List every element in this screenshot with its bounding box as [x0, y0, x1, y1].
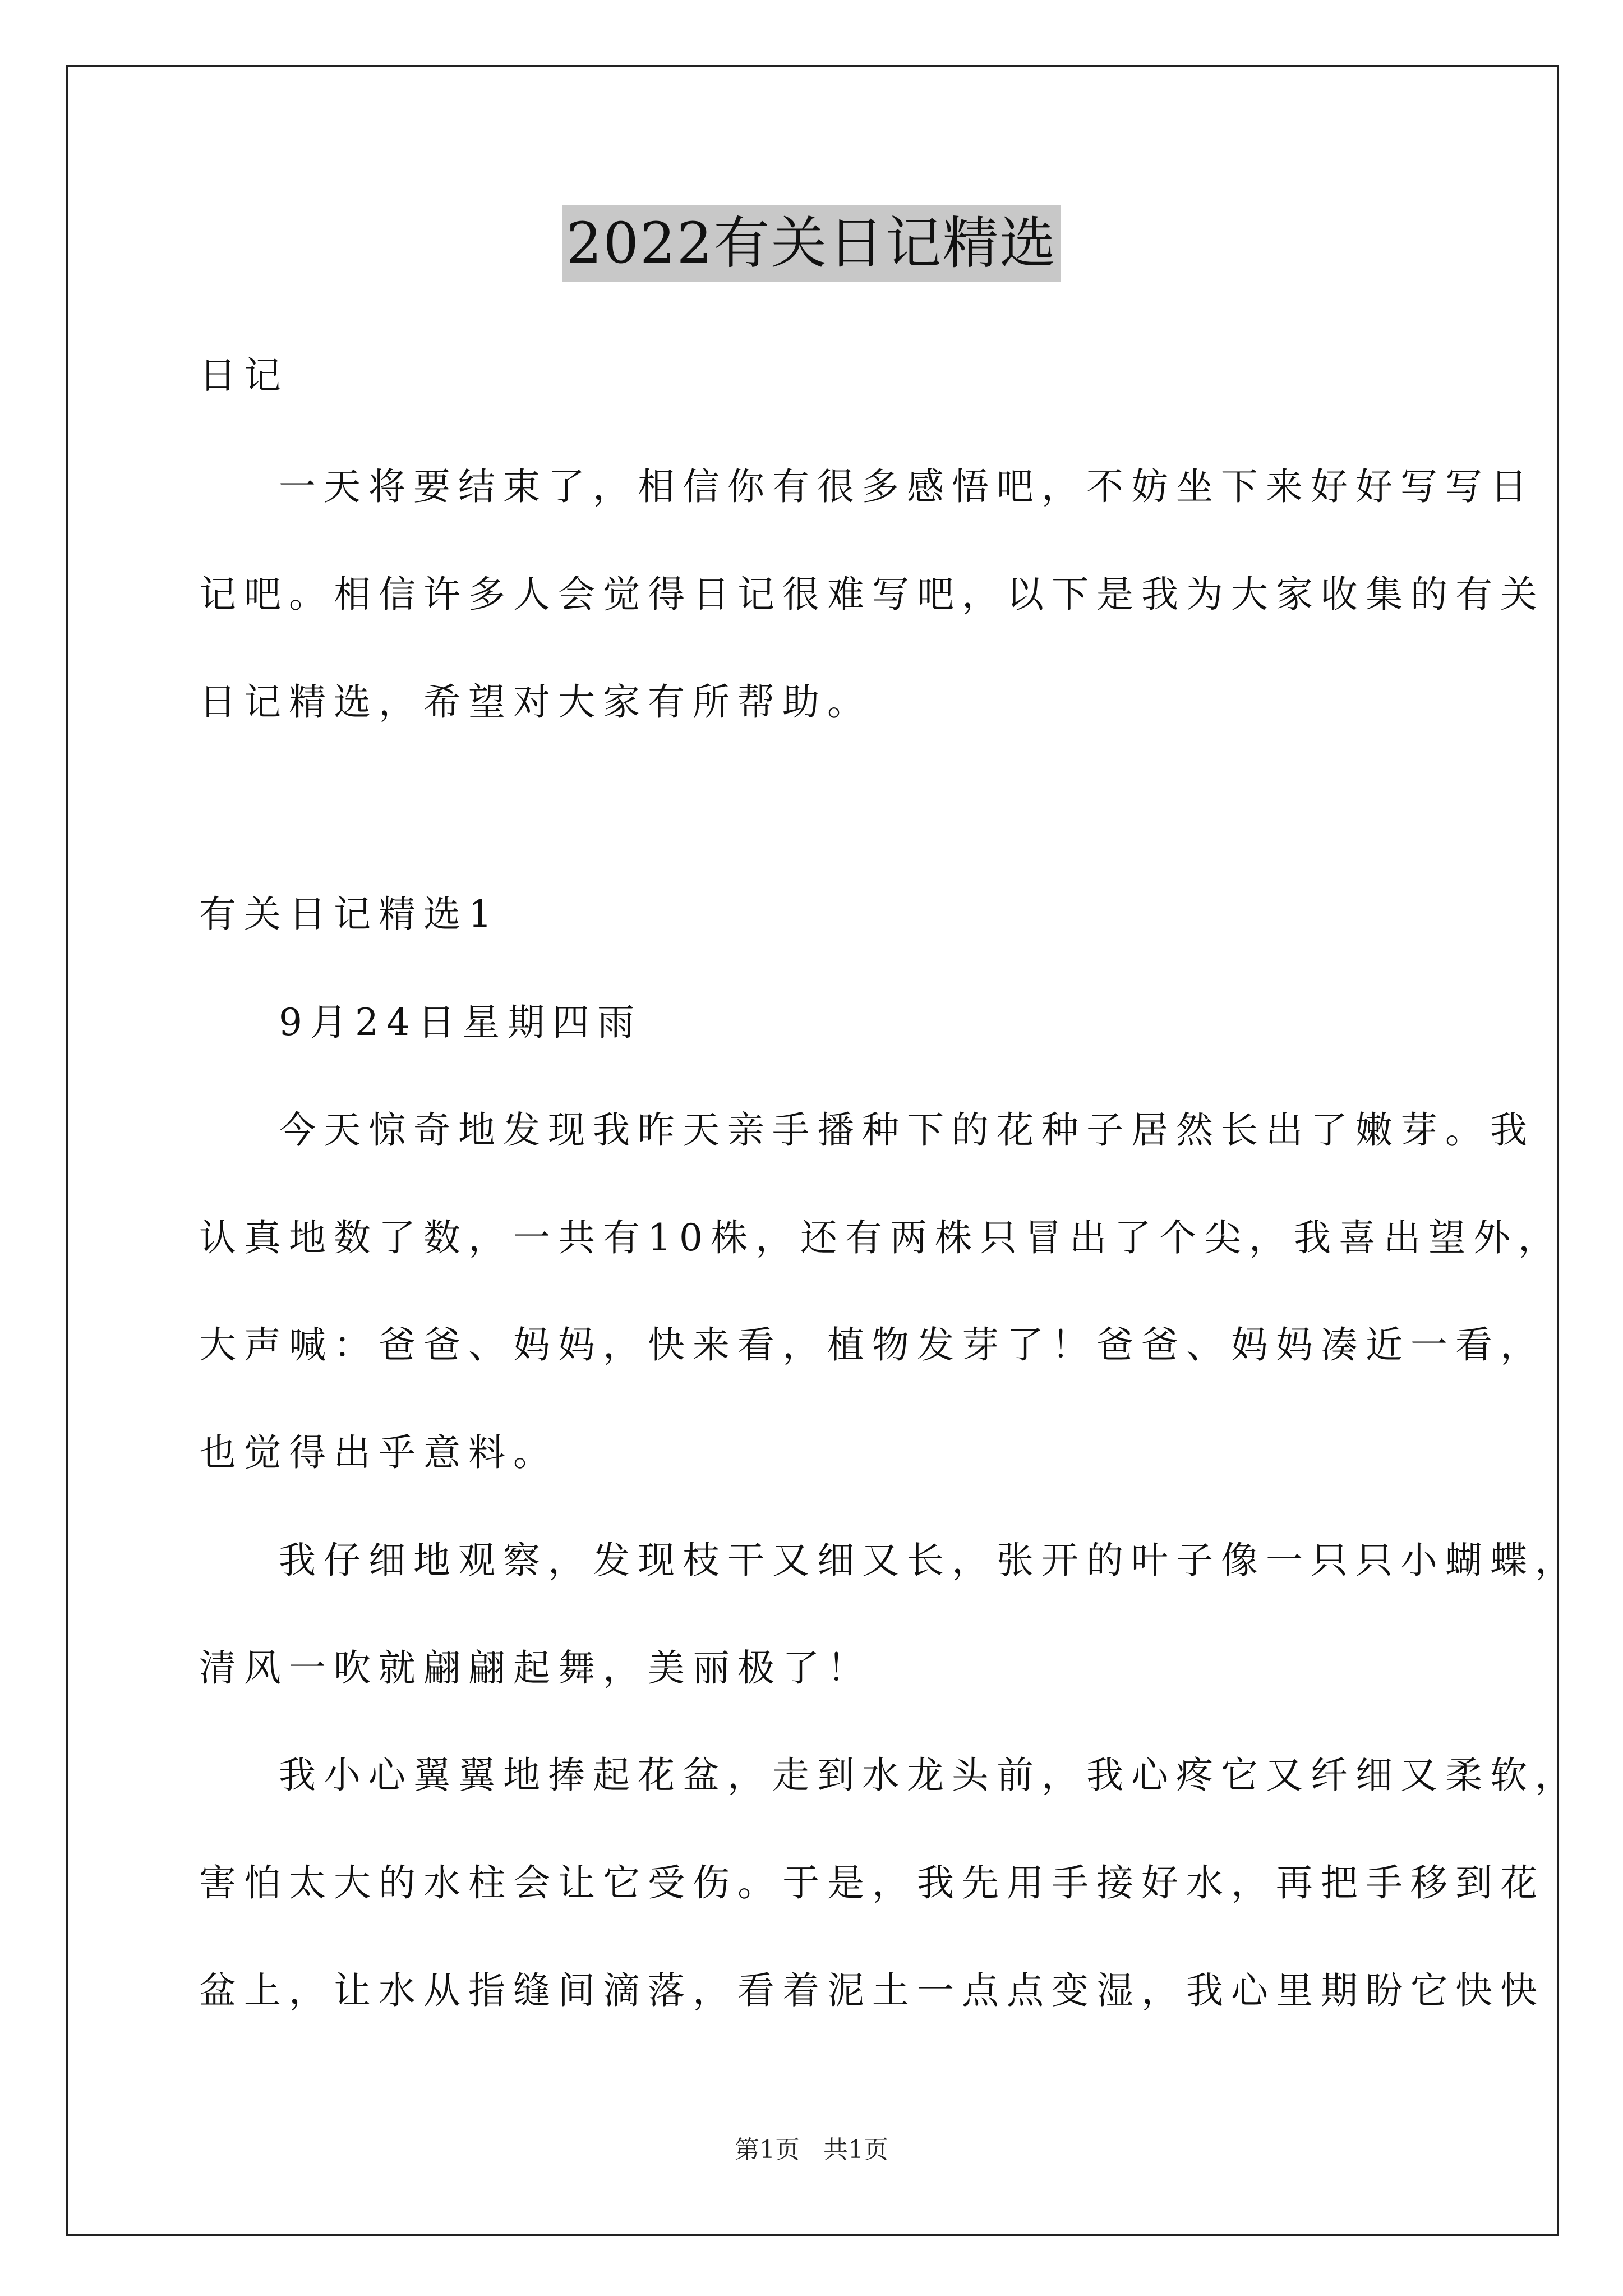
paragraph-line: 清风一吹就翩翩起舞，美丽极了！ [199, 1646, 872, 1690]
document-title: 2022有关日记精选 [562, 205, 1062, 282]
page-number-current: 第1页 [735, 2136, 800, 2164]
paragraph-line: 我仔细地观察，发现枝干又细又长，张开的叶子像一只只小蝴蝶， [279, 1539, 1580, 1582]
paragraph-line: 盆上，让水从指缝间滴落，看着泥土一点点变湿，我心里期盼它快快 [199, 1969, 1545, 2012]
page-number-total: 共1页 [823, 2136, 888, 2164]
intro-line: 记吧。相信许多人会觉得日记很难写吧，以下是我为大家收集的有关 [199, 573, 1545, 616]
paragraph-line: 大声喊：爸爸、妈妈，快来看，植物发芽了！爸爸、妈妈凑近一看， [199, 1323, 1545, 1366]
intro-line: 一天将要结束了，相信你有很多感悟吧，不妨坐下来好好写写日 [279, 465, 1535, 508]
paragraph-line: 我小心翼翼地捧起花盆，走到水龙头前，我心疼它又纤细又柔软， [279, 1754, 1580, 1797]
diary-heading: 日记 [199, 354, 289, 397]
paragraph-line: 也觉得出乎意料。 [199, 1431, 558, 1474]
paragraph-line: 今天惊奇地发现我昨天亲手播种下的花种子居然长出了嫩芽。我 [279, 1108, 1535, 1152]
intro-line: 日记精选，希望对大家有所帮助。 [199, 680, 872, 724]
date-line: 9月24日星期四雨 [279, 1001, 642, 1044]
paragraph-line: 认真地数了数，一共有10株，还有两株只冒出了个尖，我喜出望外， [199, 1216, 1563, 1259]
paragraph-line: 害怕太大的水柱会让它受伤。于是，我先用手接好水，再把手移到花 [199, 1861, 1545, 1904]
title-container [0, 205, 1623, 282]
section-heading: 有关日记精选1 [199, 892, 500, 936]
page-footer [0, 2134, 1623, 2166]
